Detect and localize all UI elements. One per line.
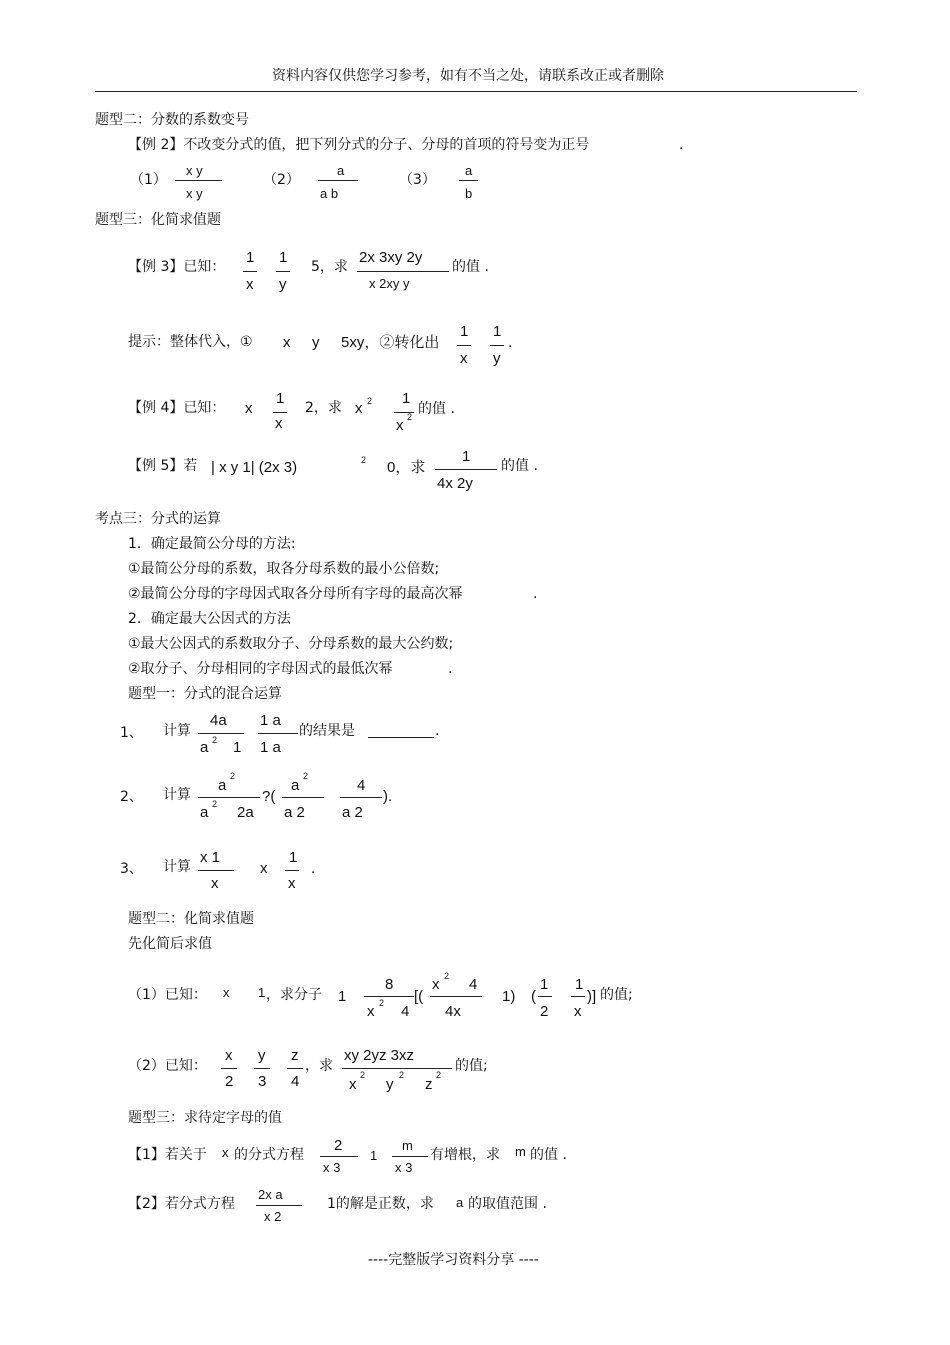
section-heading: 题型三：求待定字母的值 <box>128 1110 282 1126</box>
fraction-bar <box>243 271 257 272</box>
fraction-numerator: a <box>337 163 345 178</box>
list-item: 1．确定最简公分母的方法: <box>128 536 296 552</box>
item-label: （3） <box>399 172 436 188</box>
fraction-bar <box>318 180 358 181</box>
fraction-denominator: x <box>349 1076 357 1093</box>
problem-label: 计算 <box>163 787 191 803</box>
fraction-bar <box>342 1068 452 1069</box>
fraction-bar <box>364 996 414 997</box>
period: . <box>448 661 453 677</box>
fraction-numerator: x y <box>186 163 203 178</box>
fraction-denominator: x <box>288 875 296 892</box>
fraction-denominator: y <box>386 1076 394 1093</box>
question-suffix: 的值 . <box>530 1147 567 1163</box>
fraction-bar <box>392 1156 428 1157</box>
fraction-bar <box>490 345 504 346</box>
exponent: 2 <box>444 971 450 981</box>
question-text: ，求 <box>305 1058 333 1074</box>
fraction-numerator: 1 <box>276 390 285 407</box>
bracket: ( <box>531 988 536 1005</box>
math-y: y <box>312 334 320 351</box>
section-heading: 题型二：分数的系数变号 <box>95 112 249 128</box>
fraction-denominator: x <box>246 276 254 293</box>
fraction-bar <box>273 412 287 413</box>
fraction-denominator: x 2 <box>264 1209 282 1224</box>
fraction-denominator: x 3 <box>395 1160 413 1175</box>
question-label: 【2】若分式方程 <box>128 1196 235 1212</box>
operator: ). <box>383 788 393 805</box>
question-label: （1）已知： <box>128 987 207 1003</box>
question-text: 有增根，求 <box>430 1147 500 1163</box>
bracket: )] <box>587 988 597 1005</box>
math-x: x <box>245 400 253 417</box>
problem-number: 1、 <box>120 725 143 741</box>
fraction-denominator: 2 <box>540 1003 549 1020</box>
exponent: 2 <box>212 799 218 809</box>
fraction-numerator: 4 <box>357 777 366 794</box>
question-suffix: 的值; <box>455 1058 488 1074</box>
fraction-bar <box>258 733 298 734</box>
math-a: a <box>456 1195 464 1210</box>
fraction-bar <box>198 797 260 798</box>
period: . <box>435 723 440 739</box>
fraction-bar <box>571 996 585 997</box>
subheading: 先化简后求值 <box>128 936 212 952</box>
question-label: （2）已知： <box>128 1058 207 1074</box>
fraction-denominator: 4x 2y <box>437 475 473 492</box>
fraction-denominator: 2a <box>237 804 254 821</box>
example-5-text: 0，求 <box>387 459 426 476</box>
fraction-numerator: 1 a <box>260 712 281 729</box>
fraction-denominator: a 2 <box>342 804 363 821</box>
fraction-bar <box>276 271 290 272</box>
question-label: 【1】若关于 <box>128 1147 207 1163</box>
question-suffix: 的值; <box>600 987 633 1003</box>
fraction-denominator: 4 <box>401 1003 410 1020</box>
section-heading: 考点三：分式的运算 <box>95 511 221 527</box>
item-label: （1） <box>130 172 167 188</box>
hint-label: 提示：整体代入，① <box>128 334 253 350</box>
problem-number: 2、 <box>120 789 143 805</box>
fraction-bar <box>198 733 244 734</box>
fraction-bar <box>320 1156 358 1157</box>
hint-text: 5xy，②转化出 <box>341 334 440 351</box>
exponent: 2 <box>436 1070 442 1080</box>
fraction-denominator: x <box>396 417 404 434</box>
exponent: 2 <box>407 412 413 422</box>
fraction-bar <box>256 1205 302 1206</box>
math-x: x <box>223 985 230 1000</box>
fraction-bar <box>175 180 222 181</box>
section-heading: 题型二：化简求值题 <box>128 911 254 927</box>
example-4-suffix: 的值 . <box>418 401 455 417</box>
fraction-denominator: z <box>425 1076 433 1093</box>
fraction-denominator: 2 <box>225 1073 234 1090</box>
example-2-text: 【例 2】不改变分式的值，把下列分式的分子、分母的首项的符号变为正号 <box>128 137 590 153</box>
math-number: 1 <box>338 988 347 1005</box>
question-text: 的分式方程 <box>234 1147 304 1163</box>
fraction-bar <box>457 345 471 346</box>
period: . <box>311 860 316 877</box>
fraction-bar <box>538 996 552 997</box>
question-text: ，求分子 <box>266 987 322 1003</box>
fraction-numerator: m <box>402 1138 413 1153</box>
fraction-numerator: 4a <box>210 712 227 729</box>
fraction-numerator: a <box>291 777 300 794</box>
fraction-denominator: x <box>460 350 468 367</box>
fraction-numerator: 1 <box>246 249 255 266</box>
fraction-denominator: a <box>200 804 209 821</box>
fraction-numerator: 1 <box>540 976 549 993</box>
fraction-bar <box>285 870 299 871</box>
fraction-numerator: 1 <box>289 849 298 866</box>
fraction-denominator: x <box>275 415 283 432</box>
fraction-bar <box>340 797 382 798</box>
fraction-numerator: 1 <box>460 323 469 340</box>
fraction-numerator: y <box>258 1047 266 1064</box>
exponent: 2 <box>399 1070 405 1080</box>
header-rule <box>95 91 857 92</box>
fraction-numerator: 1 <box>462 448 471 465</box>
math-m: m <box>515 1144 526 1159</box>
page-footer: ----完整版学习资料分享 ---- <box>368 1252 539 1268</box>
exponent: 2 <box>212 735 218 745</box>
fraction-numerator: z <box>291 1047 299 1064</box>
fraction-denominator: x <box>574 1003 582 1020</box>
fraction-denominator: a <box>200 739 209 756</box>
section-heading: 题型三：化简求值题 <box>95 212 221 228</box>
problem-number: 3、 <box>120 861 143 877</box>
list-item: ②最简公分母的字母因式取各分母所有字母的最高次幂 <box>128 586 463 602</box>
math-x: x <box>260 860 268 877</box>
fraction-bar <box>459 180 478 181</box>
page-header: 资料内容仅供您学习参考，如有不当之处，请联系改正或者删除 <box>272 68 664 84</box>
fraction-denominator: y <box>493 350 501 367</box>
list-item: ①最大公因式的系数取分子、分母系数的最大公约数; <box>128 636 454 652</box>
math-number: 1 <box>258 985 266 1000</box>
fraction-bar <box>198 870 234 871</box>
fraction-denominator: 1 <box>233 739 242 756</box>
fraction-bar <box>435 469 497 470</box>
list-item: ①最简公分母的系数，取各分母系数的最小公倍数; <box>128 561 440 577</box>
fraction-numerator: 2 <box>334 1137 343 1154</box>
fraction-numerator: 1 <box>493 323 502 340</box>
exponent: 2 <box>361 455 367 465</box>
fraction-denominator: x 2xy y <box>369 276 410 291</box>
fraction-denominator: x <box>211 875 219 892</box>
fraction-numerator: 8 <box>385 976 394 993</box>
exponent: 2 <box>379 998 385 1008</box>
example-5-label: 【例 5】若 <box>128 458 198 474</box>
fraction-numerator: a <box>465 163 473 178</box>
fraction-bar <box>221 1068 237 1069</box>
fraction-numerator: xy 2yz 3xz <box>344 1047 415 1064</box>
exponent: 2 <box>367 396 373 406</box>
example-3-text: 5，求 <box>311 259 348 275</box>
math-x: x <box>283 334 291 351</box>
math-number: 1 <box>370 1148 378 1163</box>
exponent: 2 <box>360 1070 366 1080</box>
fraction-denominator: 3 <box>258 1073 267 1090</box>
period: . <box>679 137 684 153</box>
period: . <box>533 586 538 602</box>
item-label: （2） <box>263 172 300 188</box>
math-x: x <box>222 1145 229 1160</box>
fraction-numerator: 1 <box>402 390 411 407</box>
bracket: [( <box>414 988 424 1005</box>
section-heading: 题型一：分式的混合运算 <box>128 686 282 702</box>
fraction-denominator: x y <box>186 186 203 201</box>
list-item: 2．确定最大公因式的方法 <box>128 611 291 627</box>
fraction-denominator: a b <box>320 186 339 201</box>
fraction-numerator: a <box>218 777 227 794</box>
fraction-numerator: 1 <box>279 249 288 266</box>
question-suffix: 的取值范围 . <box>468 1196 547 1212</box>
answer-blank <box>368 737 434 738</box>
fraction-numerator: 4 <box>469 976 478 993</box>
period: . <box>508 335 513 351</box>
problem-label: 计算 <box>163 723 191 739</box>
fraction-denominator: 4 <box>291 1073 300 1090</box>
math-x: x <box>355 400 363 417</box>
fraction-numerator: x 1 <box>200 849 221 866</box>
fraction-denominator: y <box>279 276 287 293</box>
fraction-bar <box>254 1068 270 1069</box>
list-item: ②取分子、分母相同的字母因式的最低次幂 <box>128 661 393 677</box>
question-text: 1的解是正数，求 <box>327 1196 434 1212</box>
example-5-suffix: 的值 . <box>501 458 538 474</box>
fraction-numerator: 2x a <box>258 1187 283 1202</box>
fraction-denominator: x 3 <box>323 1160 341 1175</box>
fraction-bar <box>282 797 324 798</box>
exponent: 2 <box>303 771 309 781</box>
fraction-bar <box>430 996 482 997</box>
problem-text: 的结果是 <box>299 723 355 739</box>
example-5-expr: | x y 1| (2x 3) <box>211 459 298 476</box>
problem-label: 计算 <box>163 859 191 875</box>
fraction-numerator: x <box>225 1047 233 1064</box>
fraction-denominator: 1 a <box>260 739 281 756</box>
example-3-label: 【例 3】已知： <box>128 259 226 275</box>
fraction-bar <box>357 271 449 272</box>
example-3-suffix: 的值 . <box>452 259 489 275</box>
fraction-bar <box>287 1068 303 1069</box>
fraction-denominator: a 2 <box>284 804 305 821</box>
fraction-denominator: b <box>465 186 473 201</box>
fraction-denominator: x <box>367 1003 375 1020</box>
fraction-denominator: 4x <box>445 1003 461 1020</box>
math-number: 1) <box>502 988 516 1005</box>
exponent: 2 <box>230 771 236 781</box>
example-4-text: 2，求 <box>305 400 342 416</box>
example-4-label: 【例 4】已知： <box>128 400 226 416</box>
fraction-numerator: x <box>432 976 440 993</box>
fraction-numerator: 1 <box>575 976 584 993</box>
fraction-numerator: 2x 3xy 2y <box>359 249 423 266</box>
operator: ?( <box>262 788 276 805</box>
